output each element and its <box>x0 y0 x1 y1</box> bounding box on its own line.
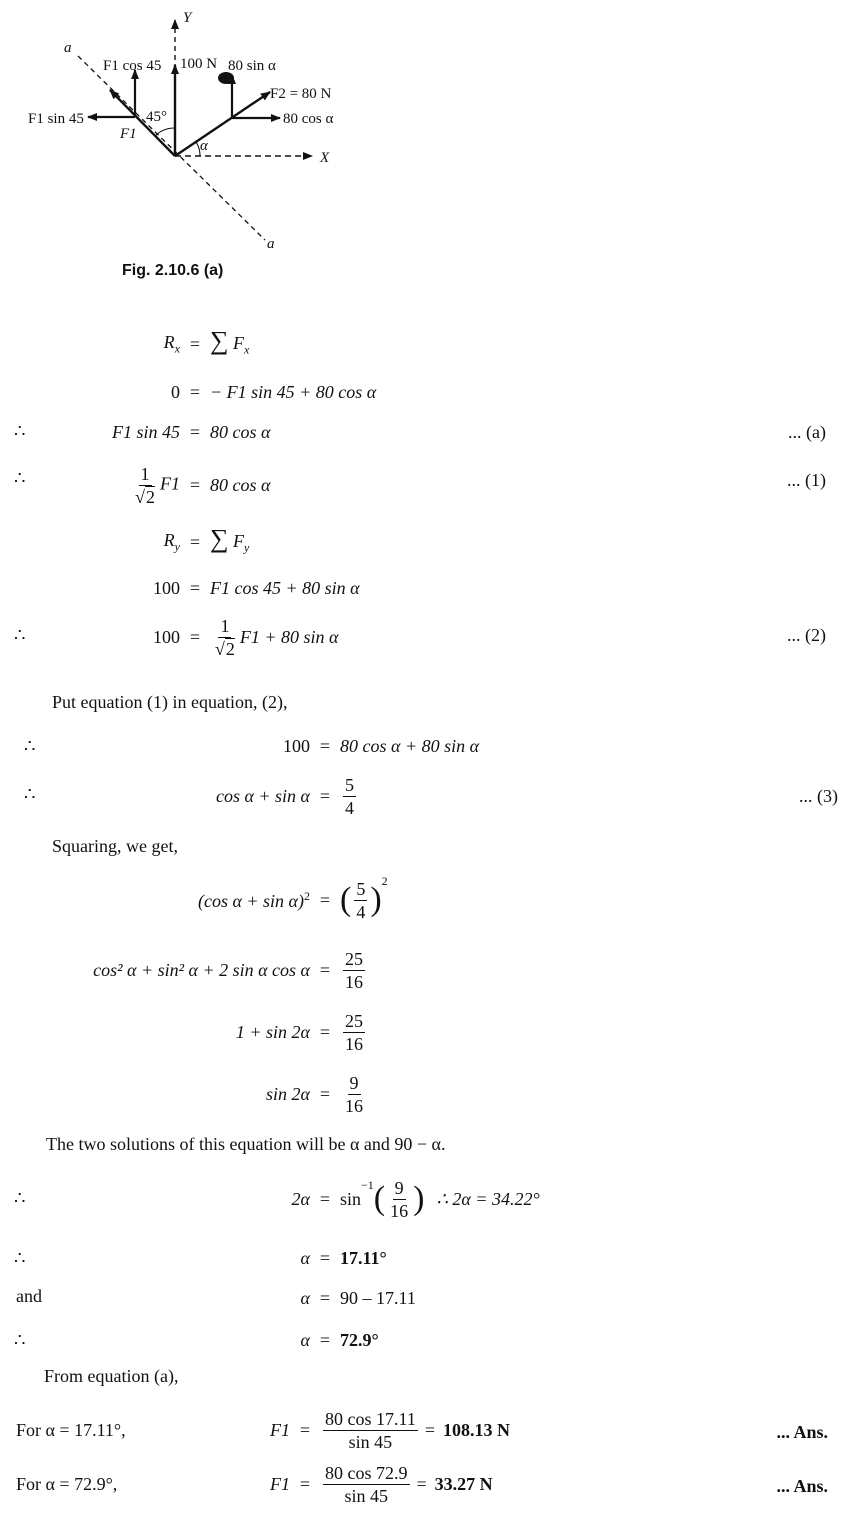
eq-rx: $R_x$ = ∑ $F_x$ <box>163 325 250 357</box>
text-and: and <box>16 1286 42 1306</box>
a-top-label: a <box>64 40 72 56</box>
f1-sin-label: F1 sin 45 <box>28 111 84 127</box>
figure-caption: Fig. 2.10.6 (a) <box>122 262 224 279</box>
eq-2: 0 = − F1 sin 45 + 80 cos α <box>171 381 377 402</box>
eq-14: 2α = sin $^{-1}$ ( $\frac{9}{16}$ ) ∴ 2α = 34.22° <box>291 1177 540 1221</box>
answer-2-tag: ... Ans. <box>776 1476 828 1496</box>
f2-arrow <box>175 92 270 156</box>
therefore-symbol: ∴ <box>14 625 26 645</box>
eq-1: $\frac{1}{√2}$ F1 = 80 cos α <box>135 463 271 507</box>
y-axis-label: Y <box>183 10 192 26</box>
answer-2-condition: For α = 72.9°, <box>16 1474 118 1494</box>
eq-12: 1 + sin 2α = $\frac{25}{16}$ <box>235 1010 363 1054</box>
tag-a: ... (a) <box>788 422 826 442</box>
eq-16: α = 90 – 17.11 <box>300 1287 416 1308</box>
answer-1-tag: ... Ans. <box>776 1422 828 1442</box>
alpha-label: α <box>200 138 208 154</box>
tag-1: ... (1) <box>787 470 826 490</box>
eq-6: 100 = F1 cos 45 + 80 sin α <box>153 577 360 598</box>
eq-13: sin 2α = $\frac{9}{16}$ <box>266 1072 363 1116</box>
x-axis-label: X <box>320 150 330 166</box>
therefore-symbol: ∴ <box>14 1330 26 1350</box>
text-from-eq-a: From equation (a), <box>44 1366 179 1386</box>
eq-ry: $R_y$ = ∑ $F_y$ <box>163 523 250 555</box>
f1-cos-label: F1 cos 45 <box>103 58 162 74</box>
therefore-symbol: ∴ <box>14 1248 26 1268</box>
text-squaring: Squaring, we get, <box>52 836 178 856</box>
eq-15: α = 17.11° <box>300 1247 387 1268</box>
eq-3: cos α + sin α = $\frac{5}{4}$ <box>215 774 354 818</box>
force-diagram <box>0 0 420 260</box>
eq-a: F1 sin 45 = 80 cos α <box>111 421 271 442</box>
a-bottom-label: a <box>267 236 275 252</box>
therefore-symbol: ∴ <box>14 468 26 488</box>
eq-11: cos² α + sin² α + 2 sin α cos α = $\frac{25}{16}$ <box>93 948 363 992</box>
f2-label: F2 = 80 N <box>270 86 332 102</box>
therefore-symbol: ∴ <box>24 784 36 804</box>
eq-8: 100 = 80 cos α + 80 sin α <box>283 735 480 756</box>
tag-3: ... (3) <box>799 786 838 806</box>
tag-2: ... (2) <box>787 625 826 645</box>
eq-2b: 100 = $\frac{1}{√2}$ F1 + 80 sin α <box>153 615 339 659</box>
text-put: Put equation (1) in equation, (2), <box>52 692 288 712</box>
therefore-symbol: ∴ <box>14 421 26 441</box>
therefore-symbol: ∴ <box>14 1188 26 1208</box>
load-label: 100 N <box>180 56 218 72</box>
eq-10: (cos α + sin α)$^2$ = ( $\frac{5}{4}$ ) $^2$ <box>197 874 388 922</box>
f1-label: F1 <box>120 126 137 142</box>
answer-2-eq: F1 = $\frac{80 \cos 72.9}{\sin 45}$ = 33.27 N <box>270 1462 493 1506</box>
cos80-label: 80 cos α <box>283 111 334 127</box>
line-a-a <box>78 56 265 240</box>
angle-45-label: 45° <box>146 109 167 125</box>
text-two-solutions: The two solutions of this equation will be α and 90 − α. <box>46 1134 446 1154</box>
sin80-label: 80 sin α <box>228 58 276 74</box>
answer-1-eq: F1 = $\frac{80 \cos 17.11}{\sin 45}$ = 108.13 N <box>270 1408 510 1452</box>
answer-1-condition: For α = 17.11°, <box>16 1420 126 1440</box>
eq-17: α = 72.9° <box>300 1329 379 1350</box>
therefore-symbol: ∴ <box>24 736 36 756</box>
